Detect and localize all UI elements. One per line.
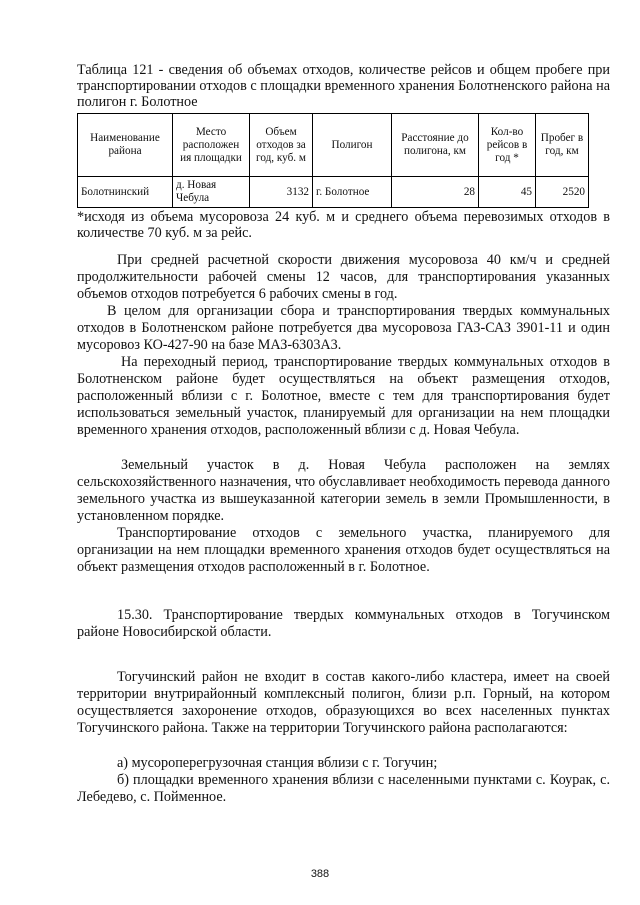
paragraph-text: Транспортирование отходов с земельного участка, планируемого для организации на нем площадки временного хранения отходов будет осуществляться на объект размещения отходов расположенный в г. Болотное. [77,525,610,575]
paragraph-text: На переходный период, транспортирование твердых коммунальных отходов в Болотненском районе будет осуществляться на объект размещения отходов, расположенный вблизи с г. Болотное, вместе с тем для транспортирования будет использоваться земельный участок, планируемый для организации на нем площадки временного хранения отходов, расположенный вблизи с д. Новая Чебула. [77,354,610,438]
cell-mileage: 2520 [536,177,589,208]
header-district: Наименование района [78,114,173,177]
paragraph-text: Тогучинский район не входит в состав какого-либо кластера, имеет на своей территории внутрирайонный комплексный полигон, близи р.п. Горный, на котором осуществляется захоронение отходов, образующихся во всех населенных пунктах Тогучинского района. Также на территории Тогучинского района располагаются: [77,669,610,736]
cell-volume: 3132 [250,177,313,208]
list-item-text: а) мусороперегрузочная станция вблизи с г. Тогучин; [117,755,438,771]
paragraph-speed [77,252,610,303]
waste-transport-table [77,113,589,208]
list-item-text: б) площадки временного хранения вблизи с населенными пунктами с. Коурак, с. Лебедево, с. Пойменное. [77,772,610,805]
paragraph-text: При средней расчетной скорости движения мусоровоза 40 км/ч и средней продолжительности рабочей смены 12 часов, для транспортирования указанных объемов отходов потребуется 6 рабочих смены в год. [77,252,610,302]
header-volume: Объем отходов за год, куб. м [250,114,313,177]
cell-trips: 45 [479,177,536,208]
paragraph-toguchin [77,669,610,737]
cell-distance: 28 [392,177,479,208]
header-landfill: Полигон [313,114,392,177]
paragraph-text: Земельный участок в д. Новая Чебула расположен на землях сельскохозяйственного назначения, что обуславливает необходимость перевода данного земельного участка из вышеуказанной категории земель в земли Промышленности, в установленном порядке. [77,457,610,524]
header-distance: Расстояние до полигона, км [392,114,479,177]
paragraph-land-plot [77,457,610,525]
paragraph-transition [77,354,610,439]
paragraph-transport [77,525,610,576]
list-item [77,772,610,806]
table-row [78,177,589,208]
cell-landfill: г. Болотное [313,177,392,208]
table-header-row [78,114,589,177]
table-footnote: *исходя из объема мусоровоза 24 куб. м и среднего объема перевозимых отходов в количестве 70 куб. м за рейс. [77,209,610,241]
header-site-location: Место расположен ия площадки [173,114,250,177]
cell-district: Болотнинский [78,177,173,208]
header-mileage: Пробег в год, км [536,114,589,177]
paragraph-text: В целом для организации сбора и транспортирования твердых коммунальных отходов в Болотненском районе потребуется два мусоровоза ГАЗ-САЗ 3901-11 и один мусоровоз КО-427-90 на базе МАЗ-6303А3. [77,303,610,353]
table-caption: Таблица 121 - сведения об объемах отходов, количестве рейсов и общем пробеге при транспортировании отходов с площадки временного хранения Болотненского района на полигон г. Болотное [77,62,610,110]
cell-site-location: д. Новая Чебула [173,177,250,208]
section-heading-text: 15.30. Транспортирование твердых коммунальных отходов в Тогучинском районе Новосибирской области. [77,607,610,640]
list-item [77,755,610,772]
section-heading [77,607,610,641]
paragraph-trucks [77,303,610,354]
page-number: 388 [310,868,330,880]
header-trips: Кол-во рейсов в год * [479,114,536,177]
